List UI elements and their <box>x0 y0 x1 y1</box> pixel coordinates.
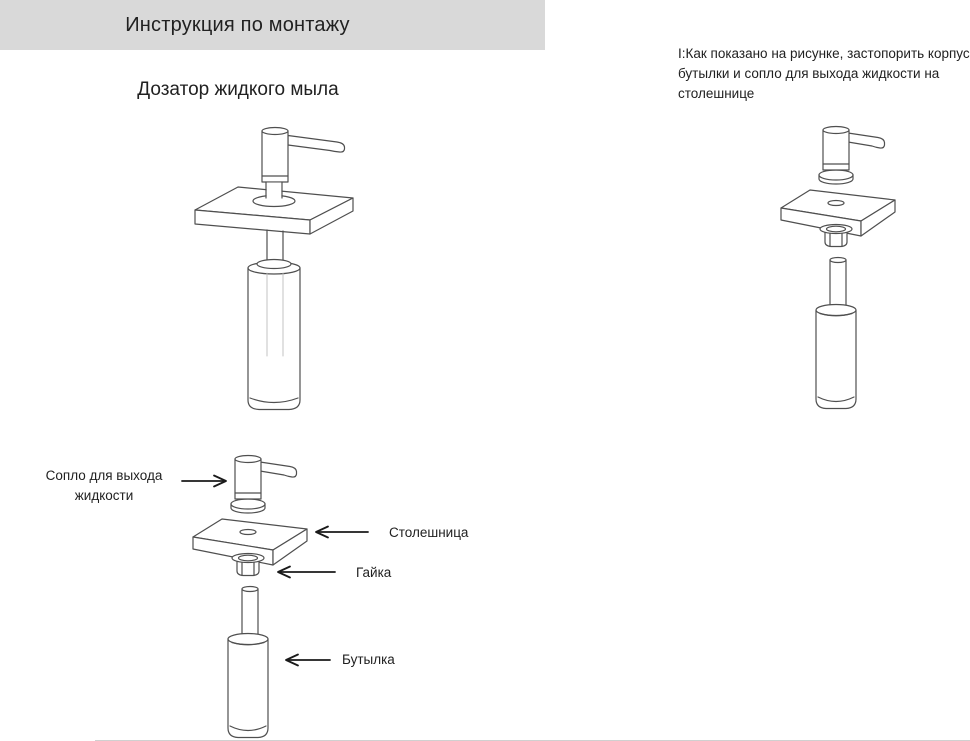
countertop-label: Столешница <box>389 525 469 540</box>
arrow-left-icon <box>314 524 370 540</box>
nozzle-label <box>29 466 179 506</box>
arrow-right-icon <box>180 473 228 489</box>
bottle-label: Бутылка <box>342 652 395 667</box>
exploded-view-drawing-right <box>768 116 928 421</box>
nozzle-arrow <box>180 473 228 494</box>
assembled-dispenser-drawing <box>130 118 420 423</box>
step-note-line: столешнице <box>678 86 755 101</box>
countertop-arrow <box>314 524 370 545</box>
page-title: Инструкция по монтажу <box>125 13 350 36</box>
nozzle-label-line: жидкости <box>74 488 134 503</box>
product-title: Дозатор жидкого мыла <box>137 79 339 100</box>
bottle-arrow <box>284 652 332 673</box>
header-bar <box>0 0 545 50</box>
nut-label: Гайка <box>356 565 392 580</box>
step-note <box>678 44 970 104</box>
arrow-left-icon <box>284 652 332 668</box>
nozzle-label-line: Сопло для выхода <box>45 468 163 483</box>
step-note-line: бутылки и сопло для выхода жидкости на <box>678 66 940 81</box>
nut-arrow <box>276 564 337 585</box>
step-note-line: I:Как показано на рисунке, застопорить корпус <box>678 46 970 61</box>
arrow-left-icon <box>276 564 337 580</box>
